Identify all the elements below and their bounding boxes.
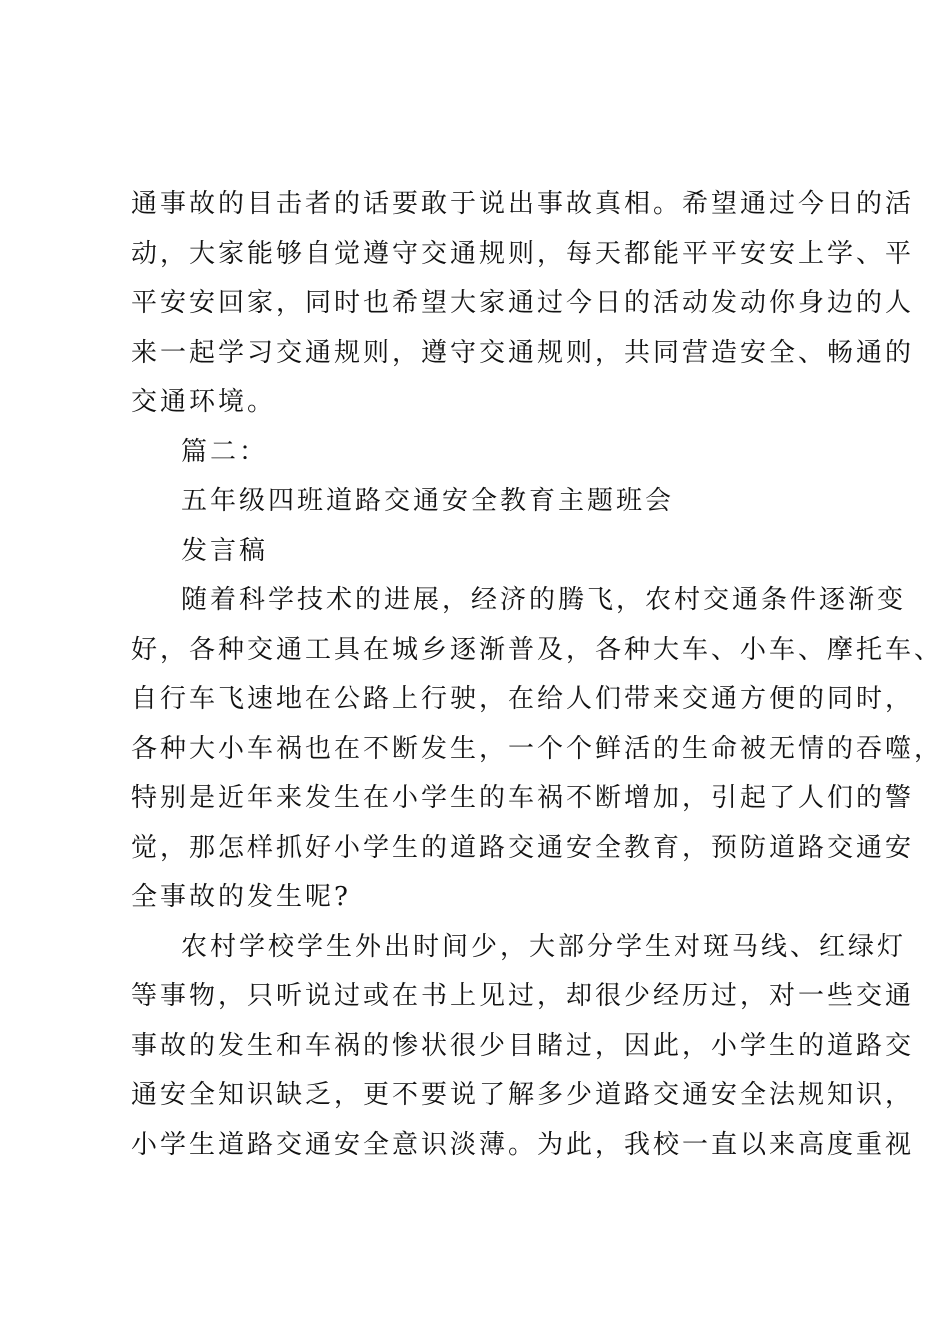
text-line: 来一起学习交通规则，遵守交通规则，共同营造安全、畅通的 <box>131 337 915 368</box>
document-subtitle: 发言稿 <box>181 535 269 566</box>
document-title: 五年级四班道路交通安全教育主题班会 <box>181 486 675 516</box>
text-line: 平安安回家，同时也希望大家通过今日的活动发动你身边的人 <box>131 288 915 318</box>
text-line: 事故的发生和车祸的惨状很少目睹过，因此，小学生的道路交 <box>131 1030 915 1061</box>
text-line: 随着科学技术的进展，经济的腾飞，农村交通条件逐渐变 <box>181 585 907 615</box>
text-line: 通安全知识缺乏，更不要说了解多少道路交通安全法规知识， <box>131 1080 915 1110</box>
text-line: 好，各种交通工具在城乡逐渐普及，各种大车、小车、摩托车、 <box>131 634 944 665</box>
text-line: 各种大小车祸也在不断发生，一个个鲜活的生命被无情的吞噬， <box>131 733 944 764</box>
section-heading: 篇二： <box>181 436 269 467</box>
text-line: 小学生道路交通安全意识淡薄。为此，我校一直以来高度重视 <box>131 1129 915 1160</box>
text-line: 等事物，只听说过或在书上见过，却很少经历过，对一些交通 <box>131 981 915 1011</box>
text-line: 觉，那怎样抓好小学生的道路交通安全教育，预防道路交通安 <box>131 832 915 863</box>
text-line: 动，大家能够自觉遵守交通规则，每天都能平平安安上学、平 <box>131 238 915 269</box>
text-line: 通事故的目击者的话要敢于说出事故真相。希望通过今日的活 <box>131 189 915 219</box>
text-line: 特别是近年来发生在小学生的车祸不断增加，引起了人们的警 <box>131 783 915 813</box>
text-line: 自行车飞速地在公路上行驶，在给人们带来交通方便的同时， <box>131 684 915 714</box>
text-line: 交通环境。 <box>131 387 277 417</box>
text-line: 农村学校学生外出时间少，大部分学生对斑马线、红绿灯 <box>181 931 907 962</box>
text-line: 全事故的发生呢? <box>131 882 351 912</box>
document-body <box>131 180 944 1170</box>
